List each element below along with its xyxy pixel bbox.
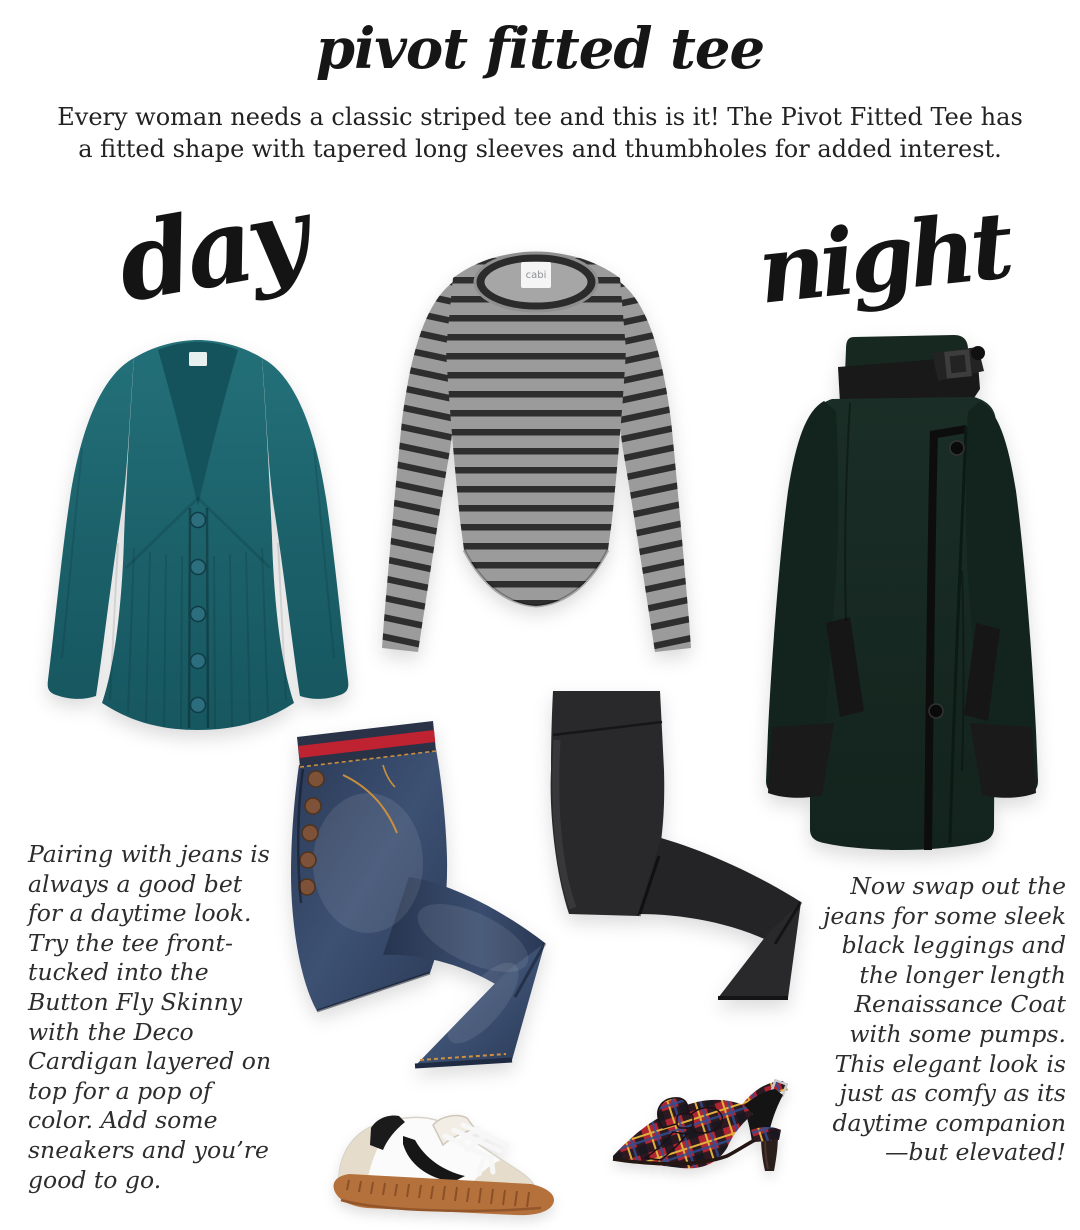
day-outfit-description: Pairing with jeans is always a good bet for a daytime look. Try the tee front-tucked into the Button Fly Skinny with the Deco Cardigan layered on top for a pop of color. Add some sneakers and you’re good to go. xyxy=(28,840,272,1194)
cardigan-placket-line2 xyxy=(207,508,208,728)
leggings-illustration xyxy=(541,680,823,1042)
button-fly-skinny-jeans-image xyxy=(283,713,563,1085)
cardigan-brand-tag xyxy=(189,352,207,366)
pump-heel-seat xyxy=(751,1127,781,1142)
cardigan-illustration xyxy=(22,328,374,736)
tee-right-sleeve xyxy=(618,282,691,652)
page-title: pivot fitted tee xyxy=(315,16,765,82)
pivot-fitted-tee-image xyxy=(358,220,715,662)
black-leggings-image xyxy=(541,680,823,1042)
jeans-illustration xyxy=(283,713,563,1085)
day-script-label: day xyxy=(108,172,313,327)
sneaker-image xyxy=(315,1088,567,1224)
coat-snap-top xyxy=(950,441,964,455)
tee-left-sleeve xyxy=(382,282,455,652)
coat-snap-mid xyxy=(929,704,943,718)
tee-illustration xyxy=(358,220,715,662)
page-subtitle: Every woman needs a classic striped tee and this is it! The Pivot Fitted Tee has a fitted shape with tapered long sleeves and thumbholes for added interest. xyxy=(57,103,1023,163)
pump-illustration xyxy=(605,1048,801,1180)
sneaker-illustration xyxy=(315,1088,567,1224)
deco-cardigan-image xyxy=(22,328,374,736)
cardigan-placket-line xyxy=(189,508,190,728)
tee-brand-tag xyxy=(521,262,551,288)
plaid-pump-image xyxy=(605,1048,801,1180)
night-outfit-description: Now swap out the jeans for some sleek black leggings and the longer length Renaissance Coat with some pumps. This elegant look is just as comfy as its daytime companion—but elevated! xyxy=(823,872,1066,1167)
night-script-label: night xyxy=(753,191,1014,325)
svg-text:cabi: cabi xyxy=(525,270,547,281)
